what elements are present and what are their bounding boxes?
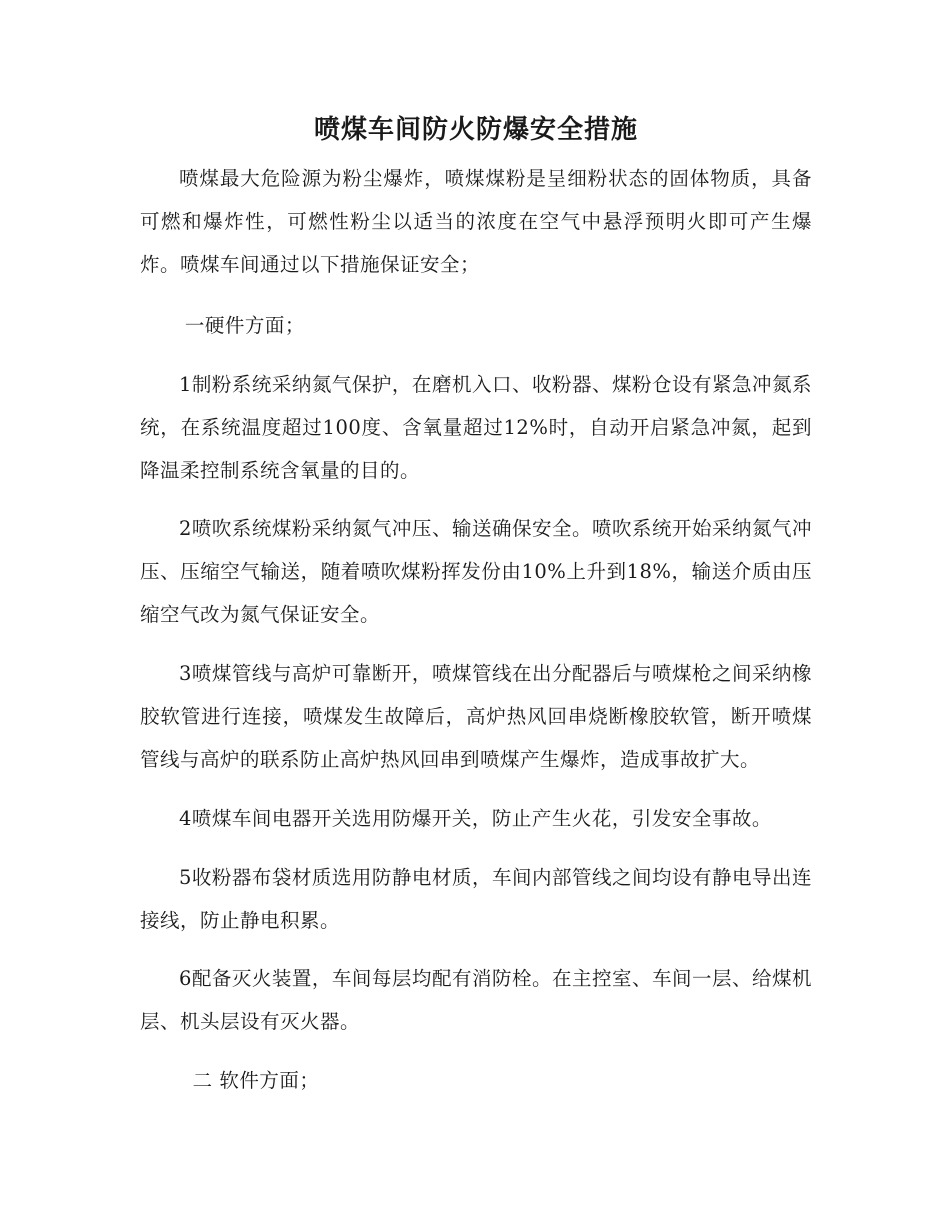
intro-paragraph: 喷煤最大危险源为粉尘爆炸，喷煤煤粉是呈细粉状态的固体物质，具备可燃和爆炸性，可燃性粉尘以适当的浓度在空气中悬浮预明火即可产生爆炸。喷煤车间通过以下措施保证安全；	[140, 167, 812, 276]
section-heading-software: 二 软件方面；	[192, 1069, 320, 1093]
measure-item-6: 6配备灭火装置，车间每层均配有消防栓。在主控室、车间一层、给煤机层、机头层设有灭火器。	[140, 967, 812, 1034]
measure-item-3: 3喷煤管线与高炉可靠断开，喷煤管线在出分配器后与喷煤枪之间采纳橡胶软管进行连接，喷煤发生故障后，高炉热风回串烧断橡胶软管，断开喷煤管线与高炉的联系防止高炉热风回串到喷煤产生爆炸，造成事故扩大。	[140, 662, 812, 771]
measure-item-4: 4喷煤车间电器开关选用防爆开关，防止产生火花，引发安全事故。	[179, 806, 772, 830]
document-body	[140, 108, 812, 1119]
section-heading-hardware: 一硬件方面；	[184, 313, 305, 337]
measure-item-5: 5收粉器布袋材质选用防静电材质，车间内部管线之间均设有静电导出连接线，防止静电积累。	[140, 865, 812, 932]
measure-item-2: 2喷吹系统煤粉采纳氮气冲压、输送确保安全。喷吹系统开始采纳氮气冲压、压缩空气输送，随着喷吹煤粉挥发份由10%上升到18%，输送介质由压缩空气改为氮气保证安全。	[140, 517, 812, 627]
document-title: 喷煤车间防火防爆安全措施	[313, 115, 638, 145]
measure-item-1: 1制粉系统采纳氮气保护，在磨机入口、收粉器、煤粉仓设有紧急冲氮系统，在系统温度超过100度、含氧量超过12%时，自动开启紧急冲氮，起到降温柔控制系统含氧量的目的。	[140, 372, 812, 482]
